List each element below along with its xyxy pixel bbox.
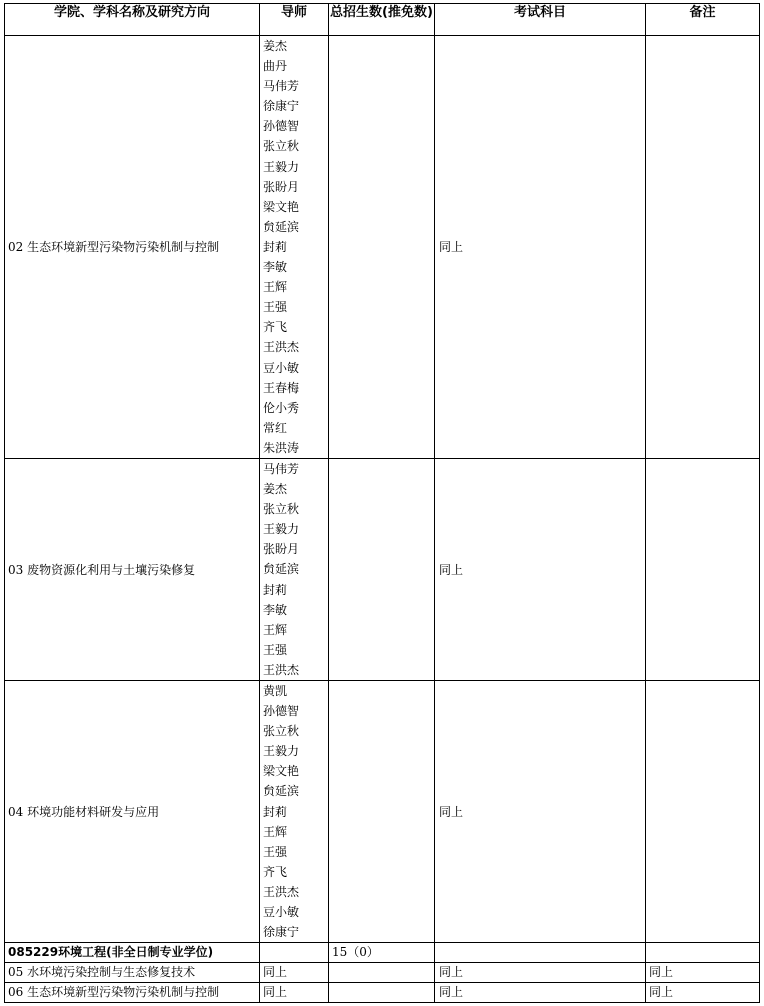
mentor-name: 徐康宁 bbox=[263, 925, 300, 940]
mentor-name: 姜杰 bbox=[263, 482, 288, 497]
exam-cell: 同上 bbox=[435, 963, 646, 983]
mentor-name: 王辉 bbox=[263, 824, 288, 839]
mentor-name: 贠延滨 bbox=[263, 562, 300, 577]
section-quota: 15（0） bbox=[329, 943, 435, 963]
table-row bbox=[5, 36, 760, 459]
mentor-name: 李敏 bbox=[263, 260, 288, 275]
mentor-name: 王强 bbox=[263, 844, 288, 859]
mentor-name: 梁文艳 bbox=[263, 199, 300, 214]
mentor-name: 王辉 bbox=[263, 622, 288, 637]
table-row bbox=[5, 963, 760, 983]
mentor-name: 封莉 bbox=[263, 804, 288, 819]
mentor-name: 黄凯 bbox=[263, 684, 288, 698]
mentor-name: 伦小秀 bbox=[263, 400, 300, 415]
mentor-name: 王毅力 bbox=[263, 522, 300, 537]
header-note: 备注 bbox=[646, 4, 760, 36]
quota-cell bbox=[329, 681, 435, 943]
mentor-name: 贠延滨 bbox=[263, 219, 300, 234]
mentor-list bbox=[260, 681, 329, 943]
exam-cell: 同上 bbox=[435, 983, 646, 1003]
mentor-name: 王强 bbox=[263, 300, 288, 315]
mentor-name: 梁文艳 bbox=[263, 764, 300, 779]
exam-cell: 同上 bbox=[435, 458, 646, 680]
mentor-name: 封莉 bbox=[263, 239, 288, 254]
mentor-name: 王辉 bbox=[263, 280, 288, 295]
mentor-name: 豆小敏 bbox=[263, 360, 300, 375]
section-row bbox=[5, 943, 760, 963]
mentor-name: 齐飞 bbox=[263, 864, 288, 879]
quota-cell bbox=[329, 963, 435, 983]
mentor-name: 王毅力 bbox=[263, 159, 300, 174]
note-cell bbox=[646, 943, 760, 963]
direction-name: 03 废物资源化利用与土壤污染修复 bbox=[5, 458, 260, 680]
mentor-list bbox=[260, 458, 329, 680]
direction-name: 05 水环境污染控制与生态修复技术 bbox=[5, 963, 260, 983]
mentor-name: 马伟芳 bbox=[263, 79, 300, 94]
mentor-name: 张立秋 bbox=[263, 724, 300, 739]
enrollment-table bbox=[4, 3, 760, 1003]
mentor-name: 张盼月 bbox=[263, 179, 300, 194]
mentor-name: 贠延滨 bbox=[263, 784, 300, 799]
mentor-name: 张立秋 bbox=[263, 502, 300, 517]
quota-cell bbox=[329, 36, 435, 459]
table-header-row bbox=[5, 4, 760, 36]
mentor-cell bbox=[260, 943, 329, 963]
note-cell bbox=[646, 681, 760, 943]
mentor-name: 姜杰 bbox=[263, 39, 288, 53]
exam-cell: 同上 bbox=[435, 36, 646, 459]
table-row bbox=[5, 983, 760, 1003]
mentor-name: 马伟芳 bbox=[263, 461, 300, 476]
header-direction: 学院、学科名称及研究方向 bbox=[5, 4, 260, 36]
mentor-name: 孙德智 bbox=[263, 704, 300, 719]
table-row bbox=[5, 458, 760, 680]
table-row bbox=[5, 681, 760, 943]
mentor-cell: 同上 bbox=[260, 963, 329, 983]
direction-name: 04 环境功能材料研发与应用 bbox=[5, 681, 260, 943]
note-cell bbox=[646, 36, 760, 459]
mentor-name: 王洪杰 bbox=[263, 340, 300, 355]
note-cell: 同上 bbox=[646, 963, 760, 983]
note-cell bbox=[646, 458, 760, 680]
exam-cell: 同上 bbox=[435, 681, 646, 943]
mentor-name: 王强 bbox=[263, 642, 288, 657]
note-cell: 同上 bbox=[646, 983, 760, 1003]
mentor-name: 孙德智 bbox=[263, 119, 300, 134]
mentor-name: 曲丹 bbox=[263, 59, 288, 74]
mentor-name: 王春梅 bbox=[263, 380, 300, 395]
mentor-name: 封莉 bbox=[263, 582, 288, 597]
direction-name: 02 生态环境新型污染物污染机制与控制 bbox=[5, 36, 260, 459]
mentor-name: 王洪杰 bbox=[263, 662, 300, 677]
mentor-name: 王洪杰 bbox=[263, 884, 300, 899]
mentor-name: 张盼月 bbox=[263, 542, 300, 557]
mentor-name: 王毅力 bbox=[263, 744, 300, 759]
mentor-name: 豆小敏 bbox=[263, 905, 300, 920]
mentor-list bbox=[260, 36, 329, 459]
mentor-name: 齐飞 bbox=[263, 320, 288, 335]
quota-cell bbox=[329, 458, 435, 680]
header-quota: 总招生数(推免数) bbox=[329, 4, 435, 36]
mentor-name: 常红 bbox=[263, 420, 288, 435]
mentor-name: 徐康宁 bbox=[263, 99, 300, 114]
exam-cell bbox=[435, 943, 646, 963]
mentor-name: 张立秋 bbox=[263, 139, 300, 154]
mentor-name: 李敏 bbox=[263, 602, 288, 617]
section-title: 085229环境工程(非全日制专业学位) bbox=[5, 943, 260, 963]
mentor-name: 朱洪涛 bbox=[263, 440, 300, 455]
mentor-cell: 同上 bbox=[260, 983, 329, 1003]
header-mentor: 导师 bbox=[260, 4, 329, 36]
quota-cell bbox=[329, 983, 435, 1003]
header-exam: 考试科目 bbox=[435, 4, 646, 36]
direction-name: 06 生态环境新型污染物污染机制与控制 bbox=[5, 983, 260, 1003]
